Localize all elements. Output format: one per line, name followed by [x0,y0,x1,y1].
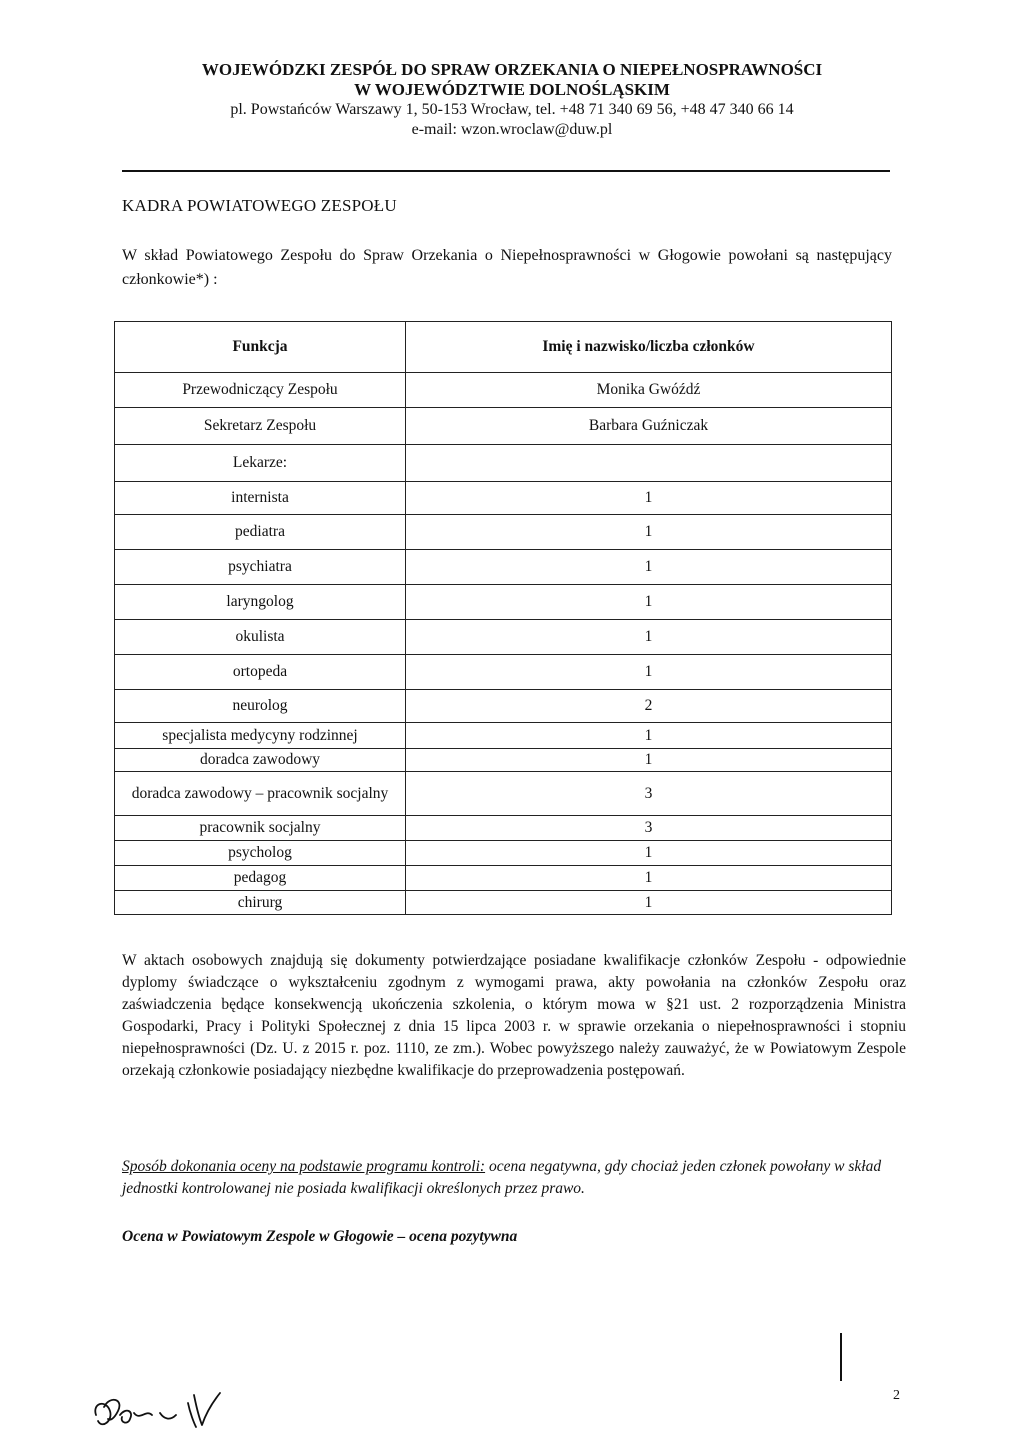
table-row [115,373,892,408]
column-header-members: Imię i nazwisko/liczba członków [406,322,892,373]
function-cell: Lekarze: [115,445,406,482]
member-cell: 1 [406,841,892,866]
table-row [115,841,892,866]
function-cell: doradca zawodowy – pracownik socjalny [115,772,406,816]
member-cell: 1 [406,482,892,515]
member-cell: 1 [406,866,892,891]
assessment-method-text: ocena negatywna, gdy chociaż jeden członek powołany w skład jednostki kontrolowanej nie posiada kwalifikacji określonych przez prawo. [122,1158,882,1197]
institution-email: e-mail: wzon.wroclaw@duw.pl [411,121,613,138]
function-cell: Sekretarz Zespołu [115,408,406,445]
function-cell: Przewodniczący Zespołu [115,373,406,408]
function-cell: doradca zawodowy [115,749,406,772]
table-row [115,408,892,445]
page-number: 2 [893,1388,900,1403]
section-title: KADRA POWIATOWEGO ZESPOŁU [122,196,397,215]
column-header-function: Funkcja [115,322,406,373]
member-cell: 1 [406,891,892,915]
signature-image [90,1385,240,1440]
intro-paragraph: W skład Powiatowego Zespołu do Spraw Orzekania o Niepełnosprawności w Głogowie powołani są następujący członkowie*) : [122,247,892,288]
function-cell: pedagog [115,866,406,891]
function-cell: specjalista medycyny rodzinnej [115,723,406,749]
function-cell: psychiatra [115,550,406,585]
institution-name: WOJEWÓDZKI ZESPÓŁ DO SPRAW ORZEKANIA O NIEPEŁNOSPRAWNOŚCI [201,60,823,79]
member-cell: 3 [406,816,892,841]
table-row [115,866,892,891]
member-cell: 1 [406,723,892,749]
function-cell: okulista [115,620,406,655]
function-cell: pracownik socjalny [115,816,406,841]
margin-mark [840,1333,842,1381]
staff-table-body [115,373,892,915]
table-row [115,445,892,482]
function-cell: neurolog [115,690,406,723]
table-row [115,482,892,515]
table-row [115,620,892,655]
member-cell: 1 [406,585,892,620]
table-row [115,690,892,723]
member-cell: 1 [406,655,892,690]
qualification-paragraph: W aktach osobowych znajdują się dokumenty potwierdzające posiadane kwalifikacje członków Zespołu - odpowiednie dyplomy świadczące o wykształceniu zgodnym z wymogami prawa, akty powołania na członków Zespołu oraz zaświadczenia będące konsekwencją ukończenia szkolenia, o którym mowa w §21 ust. 2 rozporządzenia Ministra Gospodarki, Pracy i Polityki Społecznej z dnia 15 lipca 2003 r. w sprawie orzekania o niepełnosprawności i stopniu niepełnosprawności (Dz. U. z 2015 r. poz. 1110, ze zm.). Wobec powyższego należy zauważyć, że w Powiatowym Zespole orzekają członkowie posiadający niezbędne kwalifikacje do przeprowadzenia postępowań. [122,952,906,1079]
member-cell: 3 [406,772,892,816]
table-row [115,772,892,816]
assessment-result: Ocena w Powiatowym Zespole w Głogowie – ocena pozytywna [122,1228,518,1245]
function-cell: laryngolog [115,585,406,620]
staff-table [114,321,892,915]
function-cell: psycholog [115,841,406,866]
institution-region: W WOJEWÓDZTWIE DOLNOŚLĄSKIM [354,80,670,99]
function-cell: ortopeda [115,655,406,690]
table-row [115,515,892,550]
assessment-method-label: Sposób dokonania oceny na podstawie programu kontroli: [122,1158,486,1175]
function-cell: pediatra [115,515,406,550]
assessment-method [122,1156,906,1200]
member-cell [406,445,892,482]
member-cell: Monika Gwóźdź [406,373,892,408]
member-cell: 1 [406,515,892,550]
table-row [115,749,892,772]
institution-address: pl. Powstańców Warszawy 1, 50-153 Wrocław, tel. +48 71 340 69 56, +48 47 340 66 14 [230,101,794,118]
member-cell: Barbara Guźniczak [406,408,892,445]
document-header [0,60,1024,140]
member-cell: 2 [406,690,892,723]
table-row [115,585,892,620]
table-row [115,655,892,690]
member-cell: 1 [406,749,892,772]
header-divider [122,170,890,172]
table-header-row [115,322,892,373]
table-row [115,723,892,749]
table-row [115,891,892,915]
table-row [115,550,892,585]
function-cell: chirurg [115,891,406,915]
member-cell: 1 [406,550,892,585]
table-row [115,816,892,841]
member-cell: 1 [406,620,892,655]
function-cell: internista [115,482,406,515]
